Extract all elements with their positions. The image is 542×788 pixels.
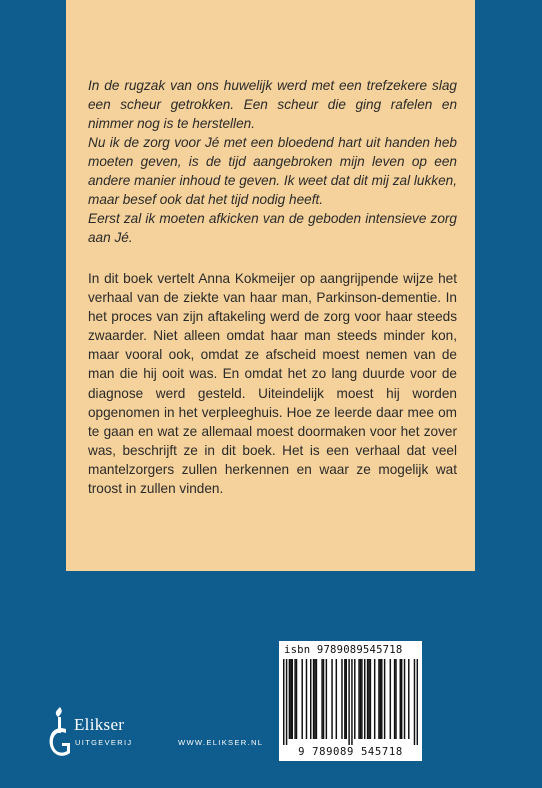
barcode-bar (306, 659, 307, 739)
intro-paragraph-1: In de rugzak van ons huwelijk werd met een trefzekere slag een scheur getrokken. Een scheur die ging rafelen en nimmer nog is te herstellen. (88, 78, 457, 131)
barcode-bar (361, 659, 362, 739)
publisher-website: WWW.ELIKSER.NL (178, 738, 264, 747)
barcode-bar (360, 659, 361, 739)
barcode-bar (341, 659, 342, 739)
barcode-bar (294, 659, 295, 739)
barcode-bar (336, 659, 337, 739)
publisher-name: Elikser (74, 715, 125, 734)
isbn-label: isbn 9789089545718 (284, 644, 403, 656)
barcode-icon (283, 659, 418, 745)
barcode-bar (296, 659, 297, 739)
barcode-bar (310, 659, 311, 739)
barcode-digits: 9 789089 545718 (298, 746, 403, 758)
barcode-bar (390, 659, 391, 739)
publisher-logo (46, 705, 166, 765)
barcode-bar (404, 659, 405, 739)
barcode-bar (331, 659, 332, 739)
barcode-bar (378, 659, 379, 739)
barcode-bar (344, 659, 345, 739)
barcode-bar (321, 659, 322, 739)
barcode-bar (292, 659, 293, 739)
barcode-bar (401, 659, 402, 739)
barcode-bar (367, 659, 368, 739)
barcode-bar (417, 659, 418, 745)
barcode-bar (384, 659, 385, 739)
barcode-bar (358, 659, 359, 739)
barcode-bar (348, 659, 349, 745)
barcode-bar (346, 659, 347, 739)
book-description: In dit boek vertelt Anna Kokmeijer op aangrijpende wijze het verhaal van de ziekte van haar man, Parkinson-dementie. In het proces van zijn aftakeling werd de zorg voor haar steeds zwaarder. Niet alleen omdat haar man steeds minder kon, maar vooral ook, omdat ze afscheid moest nemen van de man die hij ooit was. En omdat het zo lang duurde voor de diagnose werd gesteld. Uiteindelijk moest hij worden opgenomen in het verpleeghuis. Hoe ze leerde daar mee om te gaan en wat ze allemaal moest doormaken voor het zover was, beschrijft ze in dit boek. Het is een verhaal dat veel mantelzorgers zullen herkennen en waar ze mogelijk wat troost in zullen vinden. (88, 271, 457, 497)
barcode-bar (313, 659, 314, 739)
intro-quote (88, 76, 457, 247)
barcode-bar (323, 659, 324, 739)
barcode-bar (354, 659, 355, 739)
barcode-box (279, 641, 422, 761)
barcode-bar (301, 659, 302, 739)
text-panel (66, 0, 475, 571)
barcode-bar (395, 659, 396, 739)
barcode-bar (351, 659, 352, 745)
barcode-bar (283, 659, 284, 745)
barcode-bar (314, 659, 315, 739)
barcode-bar (380, 659, 381, 739)
barcode-bar (364, 659, 365, 739)
barcode-bar (368, 659, 369, 739)
barcode-bar (394, 659, 395, 739)
elikser-logo-icon (46, 705, 76, 765)
intro-paragraph-3: Eerst zal ik moeten afkicken van de geboden intensieve zorg aan Jé. (88, 211, 457, 245)
barcode-bar (286, 659, 287, 745)
barcode-bar (370, 659, 371, 739)
publisher-sub: UITGEVERIJ (75, 738, 133, 747)
barcode-bar (289, 659, 290, 739)
barcode-bar (414, 659, 415, 745)
barcode-bar (290, 659, 291, 739)
barcode-bar (326, 659, 327, 739)
barcode-bar (408, 659, 409, 739)
intro-paragraph-2: Nu ik de zorg voor Jé met een bloedend hart uit handen heb moeten geven, is de tijd aangebroken mijn leven op een andere manier inhoud te geven. Ik weet dat dit mij zal lukken, maar besef ook dat het tijd nodig heeft. (88, 135, 457, 207)
barcode-bar (374, 659, 375, 739)
barcode-bar (381, 659, 382, 739)
barcode-bar (400, 659, 401, 739)
barcode-bar (316, 659, 317, 739)
